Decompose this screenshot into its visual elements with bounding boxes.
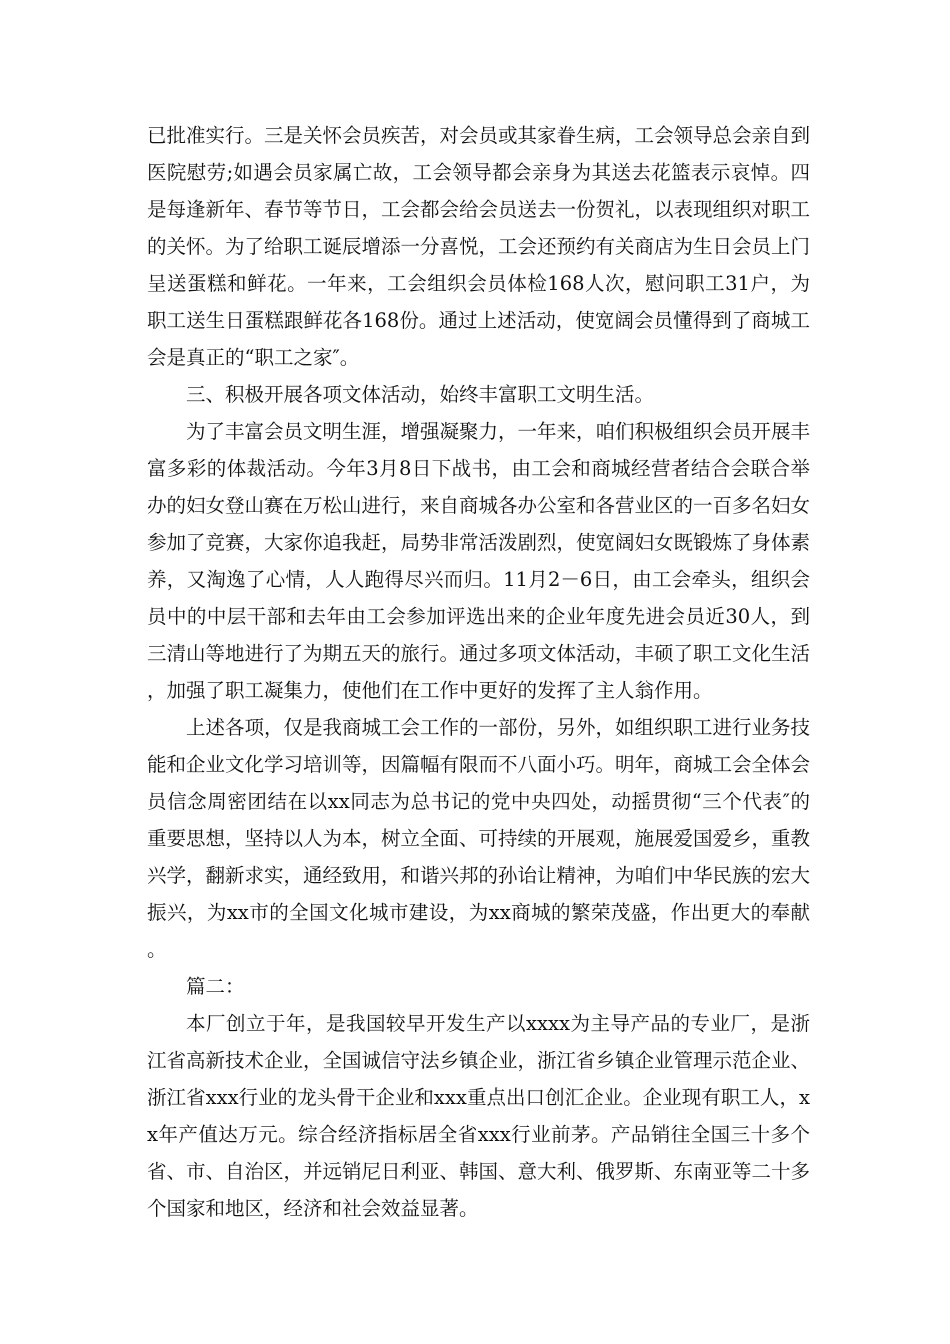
- paragraph-member-care: 已批准实行。三是关怀会员疾苦，对会员或其家眷生病，工会领导总会亲自到医院慰劳;如遇会员家属亡故，工会领导都会亲身为其送去花篮表示哀悼。四是每逢新年、春节等节日，工会都会给会员送去一份贺礼，以表现组织对职工的关怀。为了给职工诞辰增添一分喜悦，工会还预约有关商店为生日会员上门呈送蛋糕和鲜花。一年来，工会组织会员体检168人次，慰问职工31户，为职工送生日蛋糕跟鲜花各168份。通过上述活动，使宽阔会员懂得到了商城工会是真正的“职工之家″。: [147, 124, 811, 369]
- document-body: [147, 117, 810, 1227]
- section-heading-cultural-activities: 三、积极开展各项文体活动，始终丰富职工文明生活。: [186, 383, 655, 406]
- paragraph-summary: 上述各项，仅是我商城工会工作的一部份，另外，如组织职工进行业务技能和企业文化学习培训等，因篇幅有限而不八面小巧。明年，商城工会全体会员信念周密团结在以xx同志为总书记的党中央四处，动摇贯彻“三个代表″的重要思想，坚持以人为本，树立全面、可持续的开展观，施展爱国爱乡，重教兴学，翻新求实，通经致用，和谐兴邦的孙诒让精神，为咱们中华民族的宏大振兴，为xx市的全国文化城市建设，为xx商城的繁荣茂盛，作出更大的奉献。: [147, 716, 811, 961]
- part-two-heading: 篇二：: [186, 975, 245, 998]
- paragraph-cultural-activities: 为了丰富会员文明生涯，增强凝聚力，一年来，咱们积极组织会员开展丰富多彩的体裁活动。今年3月8日下战书，由工会和商城经营者结合会联合举办的妇女登山赛在万松山进行，来自商城各办公室和各营业区的一百多名妇女参加了竞赛，大家你追我赶，局势非常活泼剧烈，使宽阔妇女既锻炼了身体素养，又淘逸了心情，人人跑得尽兴而归。11月2－6日，由工会牵头，组织会员中的中层干部和去年由工会参加评选出来的企业年度先进会员近30人，到三清山等地进行了为期五天的旅行。通过多项文体活动，丰硕了职工文化生活，加强了职工凝集力，使他们在工作中更好的发挥了主人翁作用。: [147, 420, 811, 702]
- paragraph-factory-intro: 本厂创立于年，是我国较早开发生产以xxxx为主导产品的专业厂，是浙江省高新技术企业，全国诚信守法乡镇企业，浙江省乡镇企业管理示范企业、浙江省xxx行业的龙头骨干企业和xxx重点出口创汇企业。企业现有职工人，xx年产值达万元。综合经济指标居全省xxx行业前茅。产品销往全国三十多个省、市、自治区，并远销尼日利亚、韩国、意大利、俄罗斯、东南亚等二十多个国家和地区，经济和社会效益显著。: [147, 1012, 811, 1220]
